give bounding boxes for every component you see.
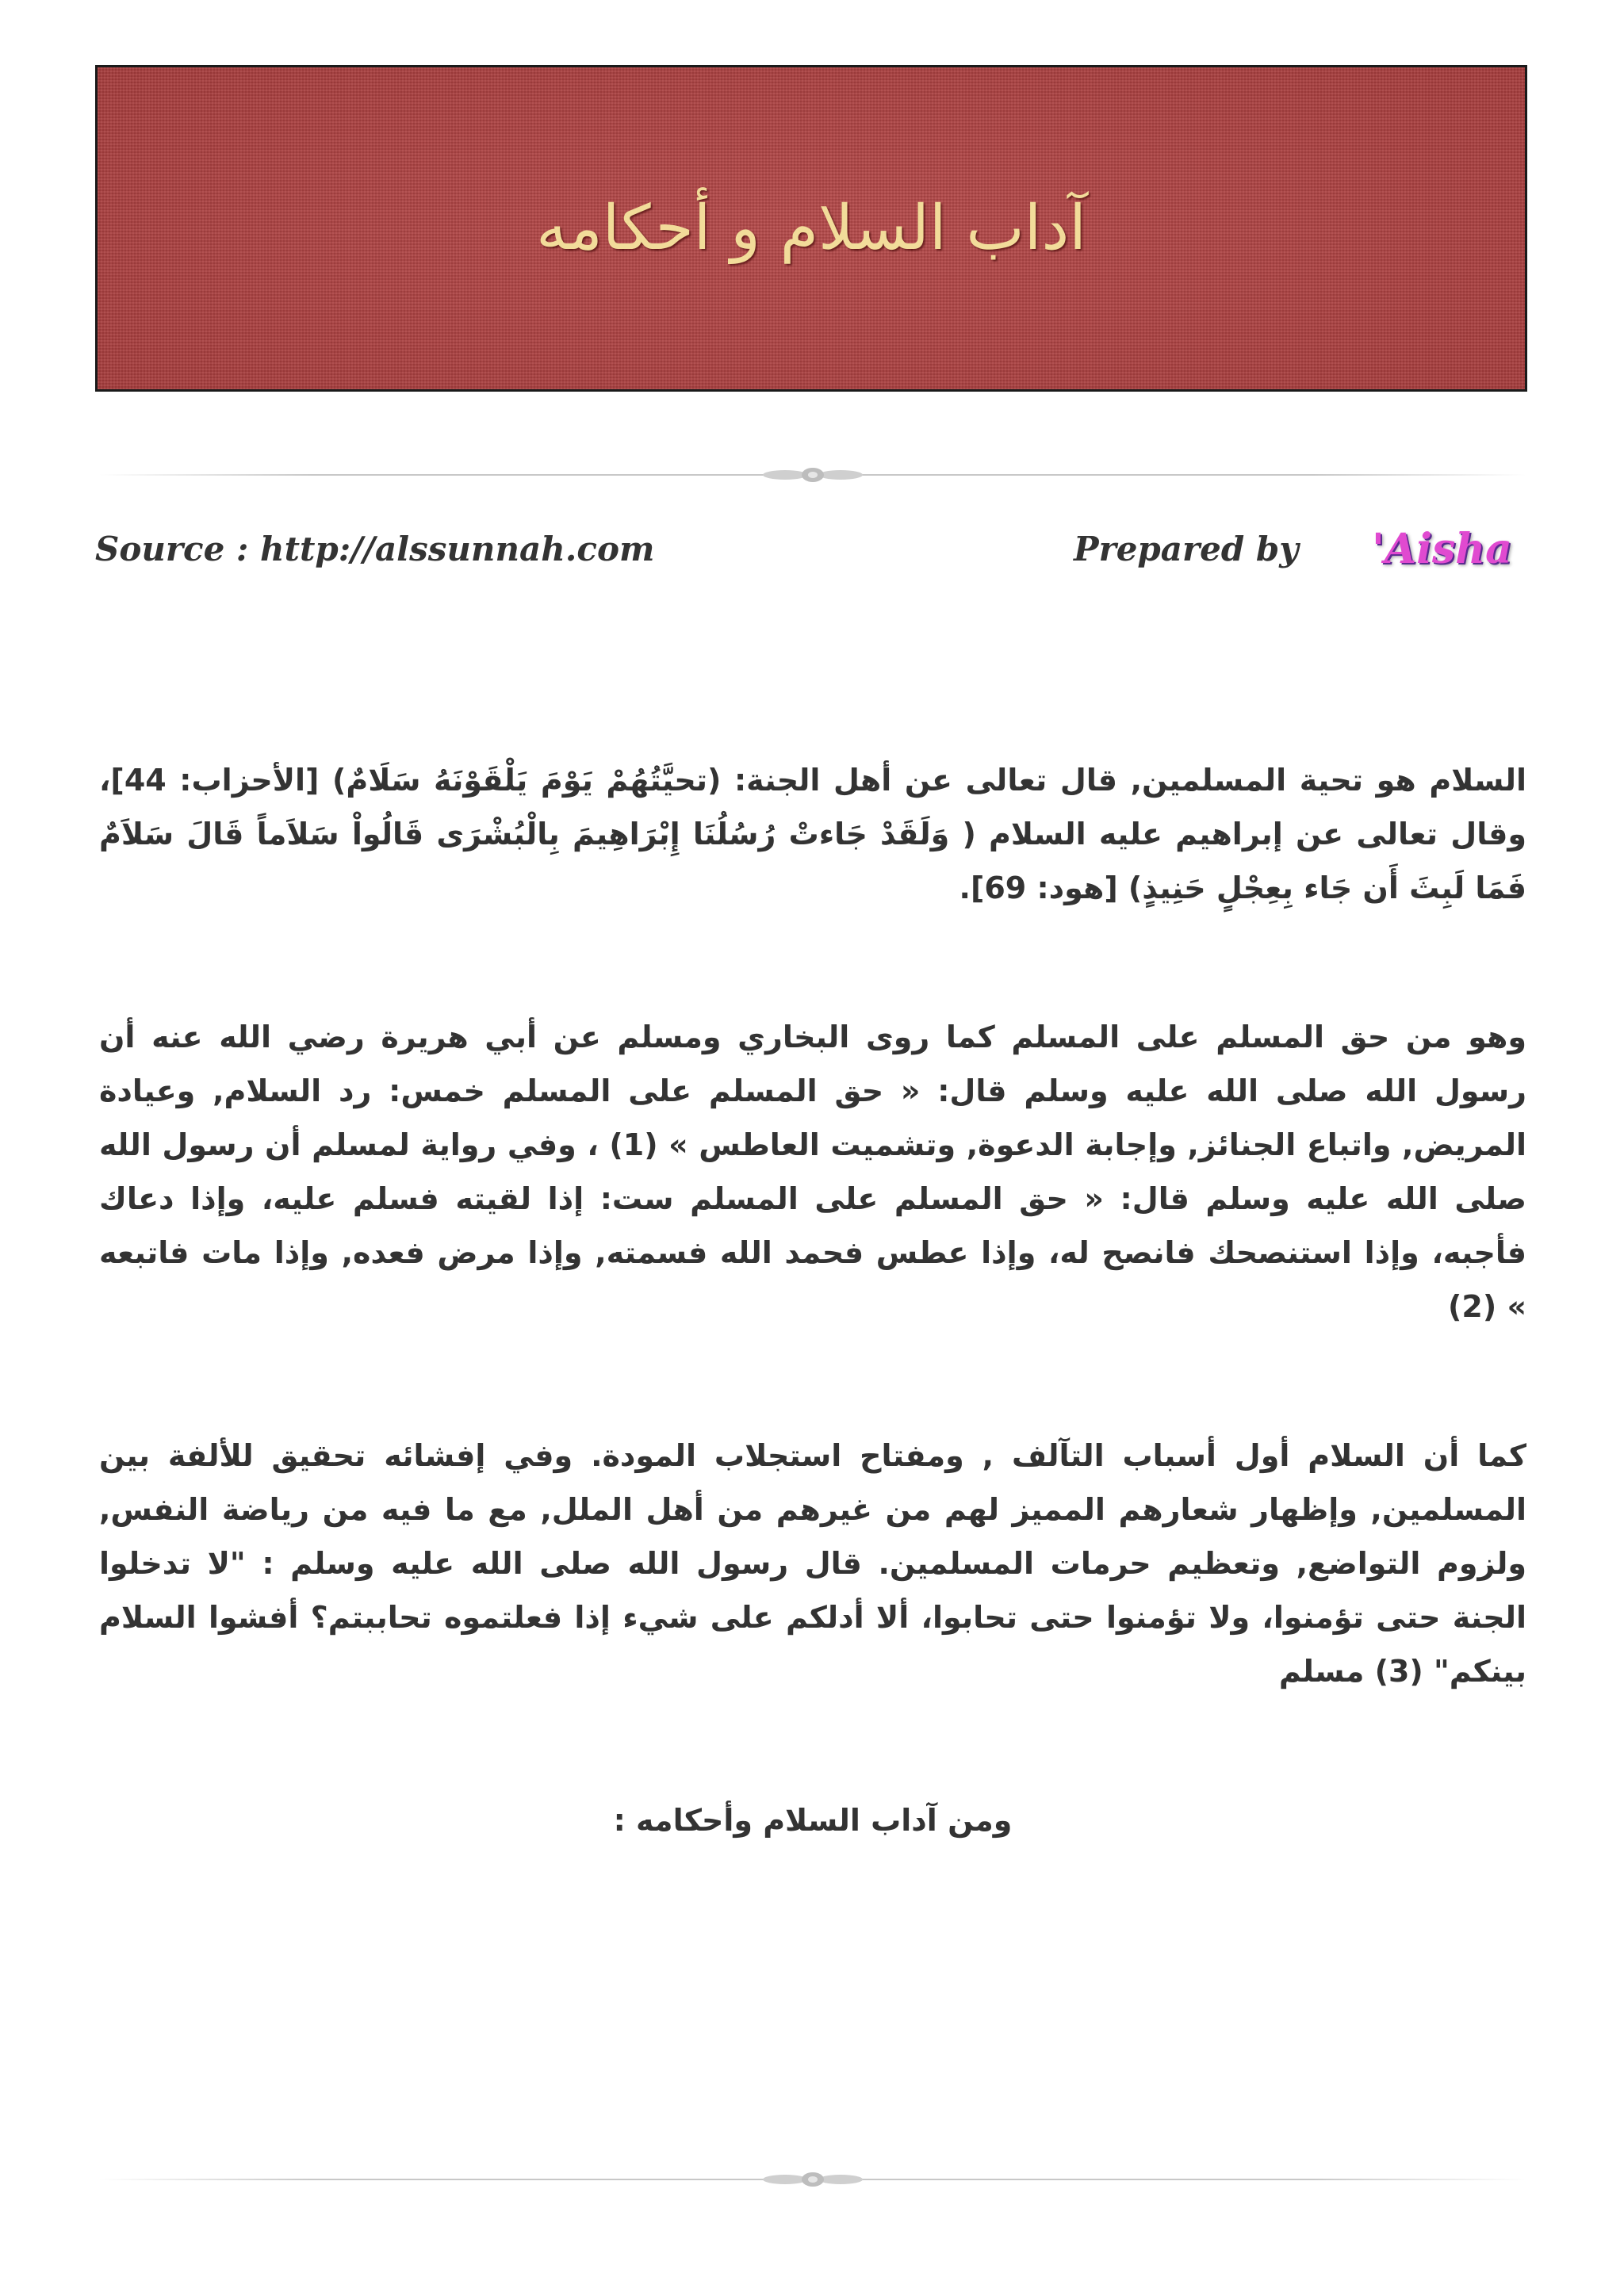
prepared-by-label: Prepared by [1074,530,1299,568]
page-title: آداب السلام و أحكامه [536,193,1086,264]
paragraph-1: السلام هو تحية المسلمين, قال تعالى عن أهل الجنة: (تحيَّتُهُمْ يَوْمَ يَلْقَوْنَهُ سَلَامٌ) [الأحزاب: 44]، وقال تعالى عن إبراهيم عليه السلام ( وَلَقَدْ جَاءتْ رُسُلُنَا إِبْرَاهِيمَ بِالْبُشْرَى قَالُواْ سَلاَماً قَالَ سَلاَمٌ فَمَا لَبِثَ أَن جَاء بِعِجْلٍ حَنِيذٍ) [هود: 69]. [99,763,1526,905]
source-label: Source : http://alssunnah.com [95,530,655,568]
divider-ornament-icon [753,465,872,484]
bottom-ornamental-divider [99,2168,1526,2191]
closing-heading: ومن آداب السلام وأحكامه : [613,1803,1013,1838]
paragraph-2: وهو من حق المسلم على المسلم كما روى البخاري ومسلم عن أبي هريرة رضي الله عنه أن رسول الله صلى الله عليه وسلم قال: « حق المسلم على المسلم خمس: رد السلام, وعيادة المريض, واتباع الجنائز, وإجابة الدعوة, وتشميت العاطس » (1) ، وفي رواية لمسلم أن رسول الله صلى الله عليه وسلم قال: « حق المسلم على المسلم ست: إذا لقيته فسلم عليه، وإذا دعاك فأجبه، وإذا استنصحك فانصح له، وإذا عطس فحمد الله فسمته, وإذا مرض فعده, وإذا مات فاتبعه » (2) [99,1020,1526,1324]
source-row [95,525,1562,585]
top-ornamental-divider [99,463,1526,487]
paragraph-3: كما أن السلام أول أسباب التآلف , ومفتاح استجلاب المودة. وفي إفشائه تحقيق للألفة بين المسلمين, وإظهار شعارهم المميز لهم من غيرهم من أهل الملل, مع ما فيه من رياضة النفس, ولزوم التواضع, وتعظيم حرمات المسلمين. قال رسول الله صلى الله عليه وسلم : "لا تدخلوا الجنة حتى تؤمنوا، ولا تؤمنوا حتى تحابوا، ألا أدلكم على شيء إذا فعلتموه تحاببتم؟ أفشوا السلام بينكم" (3) مسلم [99,1438,1526,1689]
article-body [99,753,1526,1847]
divider-ornament-icon [753,2170,872,2189]
author-logo: 'Aisha [1372,525,1512,573]
title-banner [95,65,1527,392]
